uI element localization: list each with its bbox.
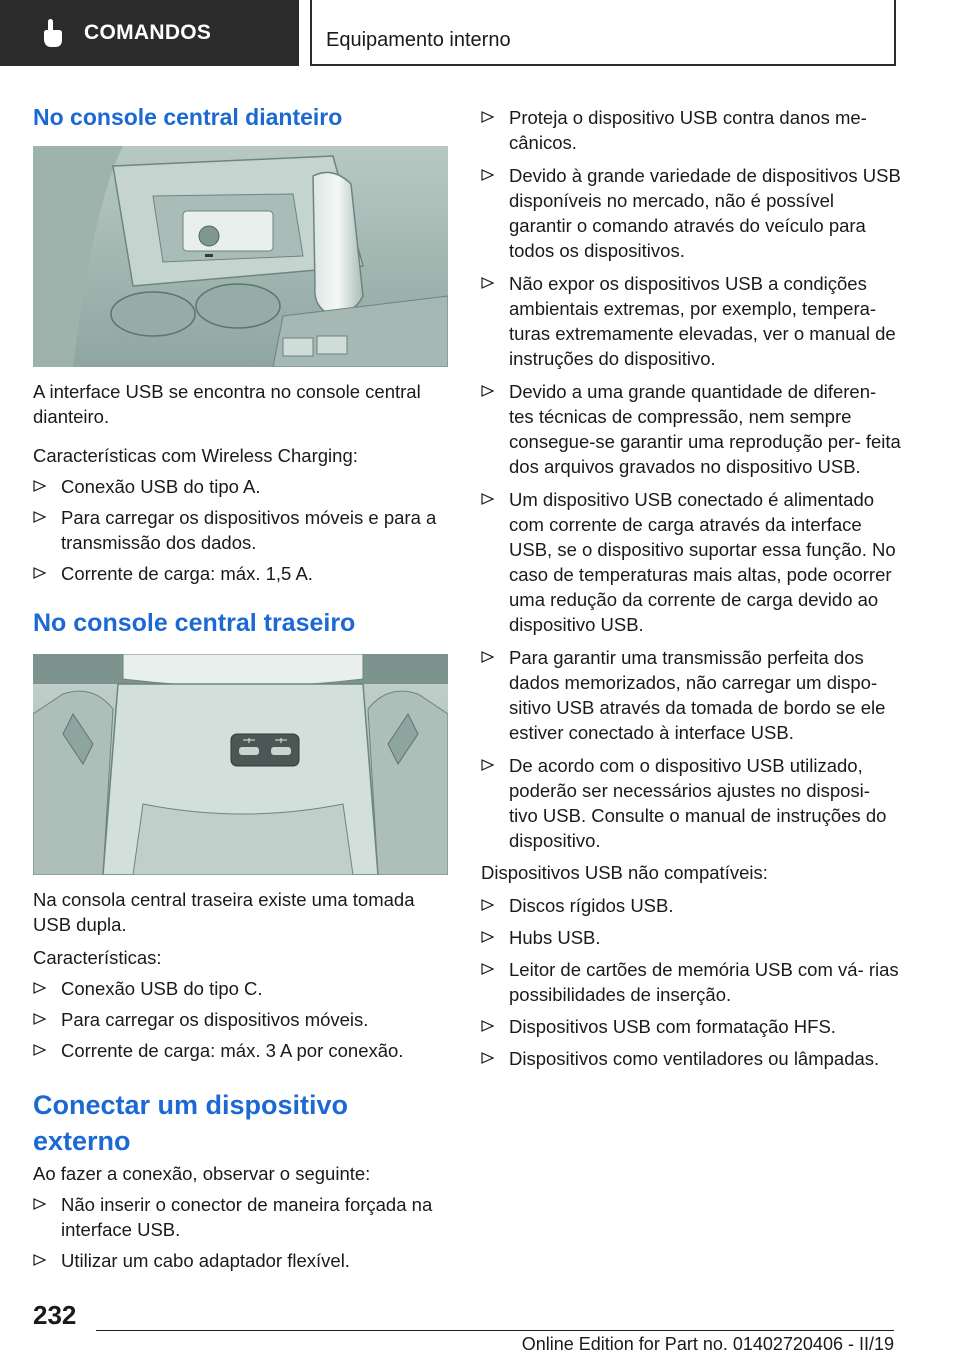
triangle-right-icon [481,963,494,975]
front-feature-list [33,474,448,586]
triangle-right-icon [33,1013,46,1025]
list-item-text: Proteja o dispositivo USB contra danos me‐ cânicos. [509,107,867,153]
triangle-right-icon [33,511,46,523]
list-item-text: Discos rígidos USB. [509,895,674,916]
list-item-text: Devido à grande variedade de dispositivos USB disponíveis no mercado, não é possível garantir o comando através do veículo para todos os dispositivos. [509,165,901,261]
list-item [33,976,448,1001]
front-intro: Características com Wireless Charging: [33,445,358,466]
chapter-label: COMANDOS [84,21,212,44]
front-caption: A interface USB se encontra no console central dianteiro. [33,381,421,427]
rear-caption: Na consola central traseira existe uma tomada USB dupla. [33,889,415,935]
triangle-right-icon [481,651,494,663]
list-item [481,645,901,745]
rear-console-photo [33,654,448,875]
hand-pointer-icon [40,18,66,48]
triangle-right-icon [33,1044,46,1056]
list-item-text: Conexão USB do tipo A. [61,476,261,497]
list-item-text: Não expor os dispositivos USB a condições ambientais extremas, por exemplo, tempera‐ turas extremamente elevadas, ver o manual de instruções do dispositivo. [509,273,896,369]
list-item [481,753,901,853]
incompatible-list [481,893,901,1071]
rear-intro: Características: [33,947,162,968]
triangle-right-icon [33,480,46,492]
list-item [33,561,448,586]
list-item [33,1248,448,1273]
triangle-right-icon [481,493,494,505]
usb-notes-list [481,105,901,853]
triangle-right-icon [33,1198,46,1210]
list-item-text: Para carregar os dispositivos móveis. [61,1009,369,1030]
list-item-text: Para carregar os dispositivos móveis e para a transmissão dos dados. [61,507,437,553]
triangle-right-icon [481,169,494,181]
front-console-heading: No console central dianteiro [33,104,343,130]
list-item [481,1014,901,1039]
triangle-right-icon [481,931,494,943]
chapter-tab [0,0,299,66]
list-item [481,163,901,263]
list-item [481,957,901,1007]
list-item-text: Hubs USB. [509,927,601,948]
list-item [481,893,901,918]
triangle-right-icon [481,899,494,911]
footer-divider [96,1330,894,1331]
triangle-right-icon [481,759,494,771]
triangle-right-icon [33,1254,46,1266]
list-item-text: Corrente de carga: máx. 3 A por conexão. [61,1040,404,1061]
incompatible-intro: Dispositivos USB não compatíveis: [481,862,768,883]
list-item-text: Utilizar um cabo adaptador flexível. [61,1250,350,1271]
triangle-right-icon [481,385,494,397]
connect-intro: Ao fazer a conexão, observar o seguinte: [33,1163,371,1184]
list-item [33,1007,448,1032]
right-column [481,100,901,1071]
list-item [481,487,901,637]
list-item [481,925,901,950]
list-item [481,105,901,155]
list-item [481,271,901,371]
list-item-text: Leitor de cartões de memória USB com vá‐ rias possibilidades de inserção. [509,959,899,1005]
section-box [310,0,896,66]
connect-list [33,1192,448,1273]
left-column [33,100,448,1273]
list-item-text: Dispositivos USB com formatação HFS. [509,1016,836,1037]
front-console-photo [33,146,448,367]
list-item-text: De acordo com o dispositivo USB utilizado, poderão ser necessários ajustes no disposi‐ tivo USB. Consulte o manual de instruções do dispositivo. [509,755,887,851]
triangle-right-icon [481,111,494,123]
section-label: Equipamento interno [326,29,511,51]
edition-footer: Online Edition for Part no. 01402720406 - II/19 [521,1334,894,1354]
triangle-right-icon [33,982,46,994]
rear-console-heading: No console central traseiro [33,609,356,637]
list-item-text: Dispositivos como ventiladores ou lâmpadas. [509,1048,880,1069]
triangle-right-icon [481,277,494,289]
list-item-text: Para garantir uma transmissão perfeita dos dados memorizados, não carregar um dispo‐ sitivo USB através da tomada de bordo se ele estiver conectado à interface USB. [509,647,886,743]
list-item [33,505,448,555]
list-item [33,474,448,499]
page-header [0,0,960,66]
list-item [33,1192,448,1242]
list-item-text: Um dispositivo USB conectado é alimentado com corrente de carga através da interface USB, se o dispositivo suportar essa função. No caso de temperaturas mais altas, pode ocorrer uma redução da corrente de carga devido ao dispositivo USB. [509,489,896,635]
list-item-text: Devido a uma grande quantidade de diferen‐ tes técnicas de compressão, nem sempre consegue-se garantir uma reprodução per‐ feita dos arquivos gravados no dispositivo USB. [509,381,901,477]
connect-heading: Conectar um dispositivo externo [33,1090,349,1156]
list-item-text: Conexão USB do tipo C. [61,978,263,999]
triangle-right-icon [481,1052,494,1064]
triangle-right-icon [33,567,46,579]
rear-feature-list [33,976,448,1063]
list-item [481,1046,901,1071]
list-item [481,379,901,479]
page-number: 232 [33,1300,77,1330]
list-item-text: Corrente de carga: máx. 1,5 A. [61,563,313,584]
triangle-right-icon [481,1020,494,1032]
list-item [33,1038,448,1063]
list-item-text: Não inserir o conector de maneira forçada na interface USB. [61,1194,433,1240]
